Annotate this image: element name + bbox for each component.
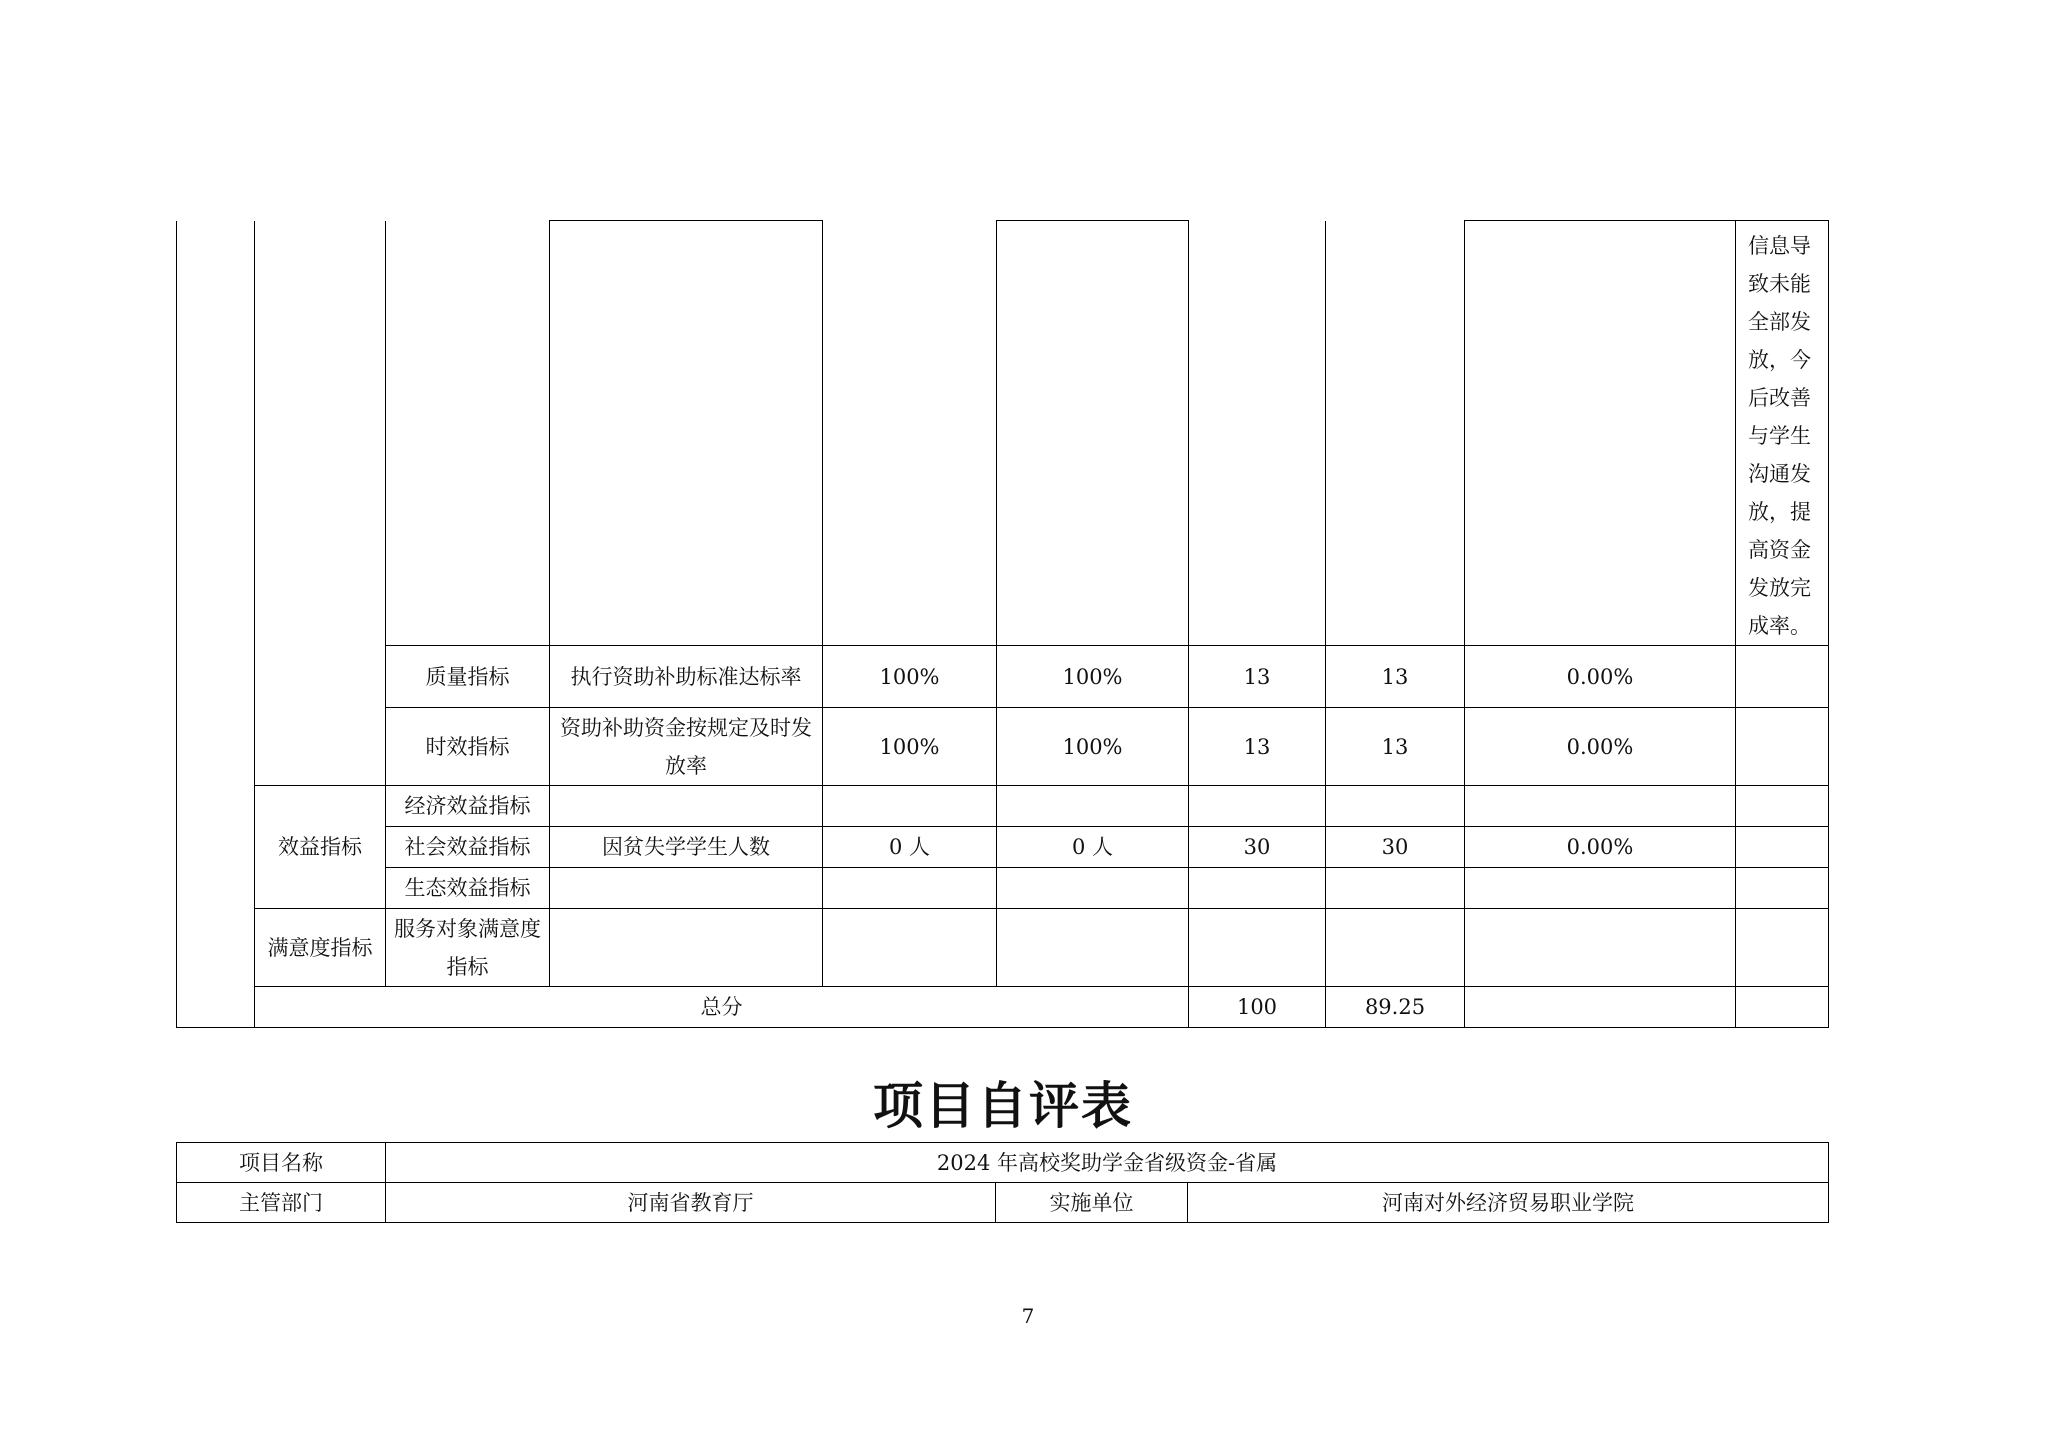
total-deviation [1465,987,1736,1028]
quality-target: 100% [823,646,997,708]
actual-empty-cell [997,221,1189,646]
level3-empty-cell [550,221,823,646]
satisfaction-level3 [550,909,823,987]
social-score: 30 [1326,827,1465,868]
economic-weight [1189,786,1326,827]
total-label: 总分 [255,987,1189,1028]
implementer-label: 实施单位 [996,1183,1188,1223]
quality-row [177,646,1829,708]
improvement-note-cell [1736,221,1829,646]
satisfaction-actual [997,909,1189,987]
satisfaction-target [823,909,997,987]
quality-deviation: 0.00% [1465,646,1736,708]
output-indicator-continued-cell [255,221,386,786]
page-title: 项目自评表 [873,1077,1133,1135]
quality-actual: 100% [997,646,1189,708]
level0-continued-cell [177,221,255,1028]
satisfaction-level2: 服务对象满意度指标 [386,909,550,987]
implementer-value: 河南对外经济贸易职业学院 [1188,1183,1829,1223]
satisfaction-row [177,909,1829,987]
department-row [177,1183,1829,1223]
quality-weight: 13 [1189,646,1326,708]
social-note [1736,827,1829,868]
satisfaction-deviation [1465,909,1736,987]
improvement-note-text: 信息导致未能全部发放，今后改善与学生沟通发放，提高资金发放完成率。 [1748,234,1811,638]
social-target: 0 人 [823,827,997,868]
satisfaction-weight [1189,909,1326,987]
timeliness-target: 100% [823,708,997,786]
social-level2: 社会效益指标 [386,827,550,868]
total-note [1736,987,1829,1028]
target-continued-cell [823,221,997,646]
ecological-level2: 生态效益指标 [386,868,550,909]
project-self-eval-table [176,1142,1829,1223]
economic-actual [997,786,1189,827]
level2-continued-cell [386,221,550,646]
ecological-target [823,868,997,909]
department-value: 河南省教育厅 [386,1183,996,1223]
ecological-benefit-row [177,868,1829,909]
social-actual: 0 人 [997,827,1189,868]
economic-target [823,786,997,827]
page-number: 7 [1021,1304,1035,1328]
timeliness-note [1736,708,1829,786]
quality-level3: 执行资助补助标准达标率 [550,646,823,708]
ecological-weight [1189,868,1326,909]
quality-note [1736,646,1829,708]
economic-note [1736,786,1829,827]
quality-score: 13 [1326,646,1465,708]
economic-deviation [1465,786,1736,827]
social-benefit-row [177,827,1829,868]
social-level3: 因贫失学学生人数 [550,827,823,868]
social-weight: 30 [1189,827,1326,868]
score-continued-cell [1326,221,1465,646]
satisfaction-score [1326,909,1465,987]
timeliness-score: 13 [1326,708,1465,786]
timeliness-weight: 13 [1189,708,1326,786]
project-name-value: 2024 年高校奖助学金省级资金-省属 [386,1143,1829,1183]
satisfaction-level1: 满意度指标 [255,909,386,987]
total-weight: 100 [1189,987,1326,1028]
ecological-level3 [550,868,823,909]
project-name-row [177,1143,1829,1183]
quality-level2: 质量指标 [386,646,550,708]
ecological-note [1736,868,1829,909]
timeliness-deviation: 0.00% [1465,708,1736,786]
timeliness-actual: 100% [997,708,1189,786]
ecological-actual [997,868,1189,909]
economic-benefit-row [177,786,1829,827]
ecological-score [1326,868,1465,909]
economic-score [1326,786,1465,827]
weight-continued-cell [1189,221,1326,646]
satisfaction-note [1736,909,1829,987]
economic-level3 [550,786,823,827]
timeliness-level3: 资助补助资金按规定及时发放率 [550,708,823,786]
social-deviation: 0.00% [1465,827,1736,868]
deviation-empty-cell [1465,221,1736,646]
timeliness-level2: 时效指标 [386,708,550,786]
total-score: 89.25 [1326,987,1465,1028]
project-name-label: 项目名称 [177,1143,386,1183]
economic-level2: 经济效益指标 [386,786,550,827]
ecological-deviation [1465,868,1736,909]
performance-indicator-table [176,220,1829,1028]
continued-row [177,221,1829,646]
total-row [177,987,1829,1028]
department-label: 主管部门 [177,1183,386,1223]
benefit-level1: 效益指标 [255,786,386,909]
timeliness-row [177,708,1829,786]
